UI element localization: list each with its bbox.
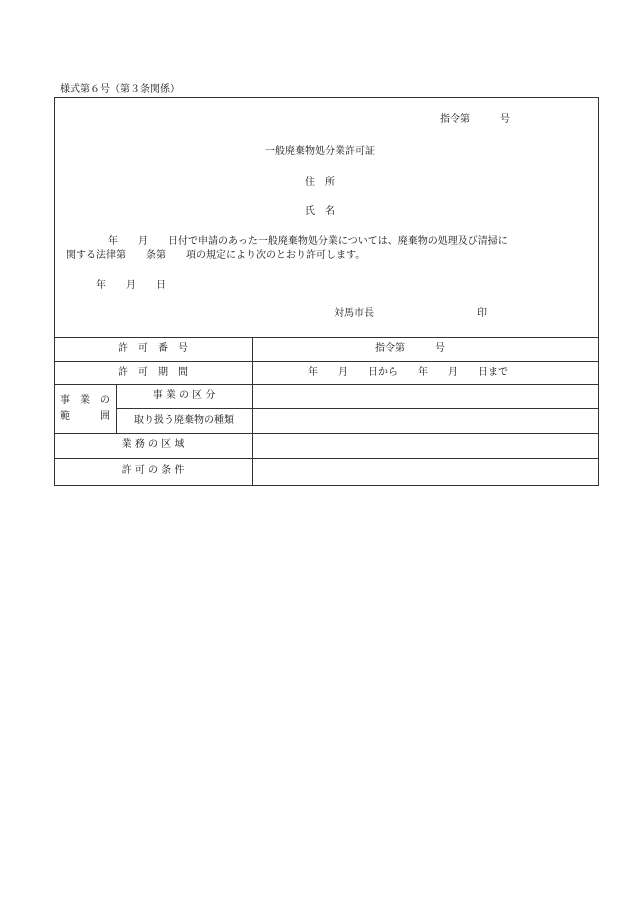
table-row-label: 許 可 番 号: [118, 343, 188, 354]
certificate-title: 一般廃棄物処分業許可証: [265, 146, 375, 157]
certificate-body-line-1: 年 月 日付で申請のあった一般廃棄物処分業については、廃棄物の処理及び清掃に: [108, 236, 508, 247]
scope-group-label: 事 業 の: [60, 395, 110, 406]
table-row-label: 事 業 の 区 分: [152, 390, 216, 401]
address-label: 住 所: [305, 177, 335, 188]
table-row-value: 指令第 号: [375, 343, 445, 354]
issuer-name: 対馬市長: [334, 308, 374, 319]
certificate-number: 指令第 号: [440, 114, 510, 125]
form-caption: 様式第６号（第３条関係）: [60, 84, 180, 95]
row-rule: [54, 361, 599, 362]
certificate-body-line-2: 関する法律第 条第 項の規定により次のとおり許可します。: [66, 250, 366, 261]
table-row-label: 許 可 の 条 件: [121, 465, 185, 476]
table-row-label: 許 可 期 間: [118, 367, 188, 378]
table-row-label: 取り扱う廃棄物の種類: [134, 415, 234, 426]
column-rule: [252, 337, 253, 486]
name-label: 氏 名: [305, 206, 335, 217]
table-row-value: 年 月 日から 年 月 日まで: [308, 367, 508, 378]
row-rule: [54, 458, 599, 459]
row-rule: [54, 384, 599, 385]
row-rule: [54, 433, 599, 434]
issue-date: 年 月 日: [96, 280, 166, 291]
row-rule: [116, 408, 599, 409]
seal-mark: 印: [477, 308, 487, 319]
table-row-label: 業 務 の 区 域: [121, 439, 185, 450]
scope-group-label: 範 囲: [60, 411, 110, 422]
table-top-rule: [54, 337, 599, 338]
